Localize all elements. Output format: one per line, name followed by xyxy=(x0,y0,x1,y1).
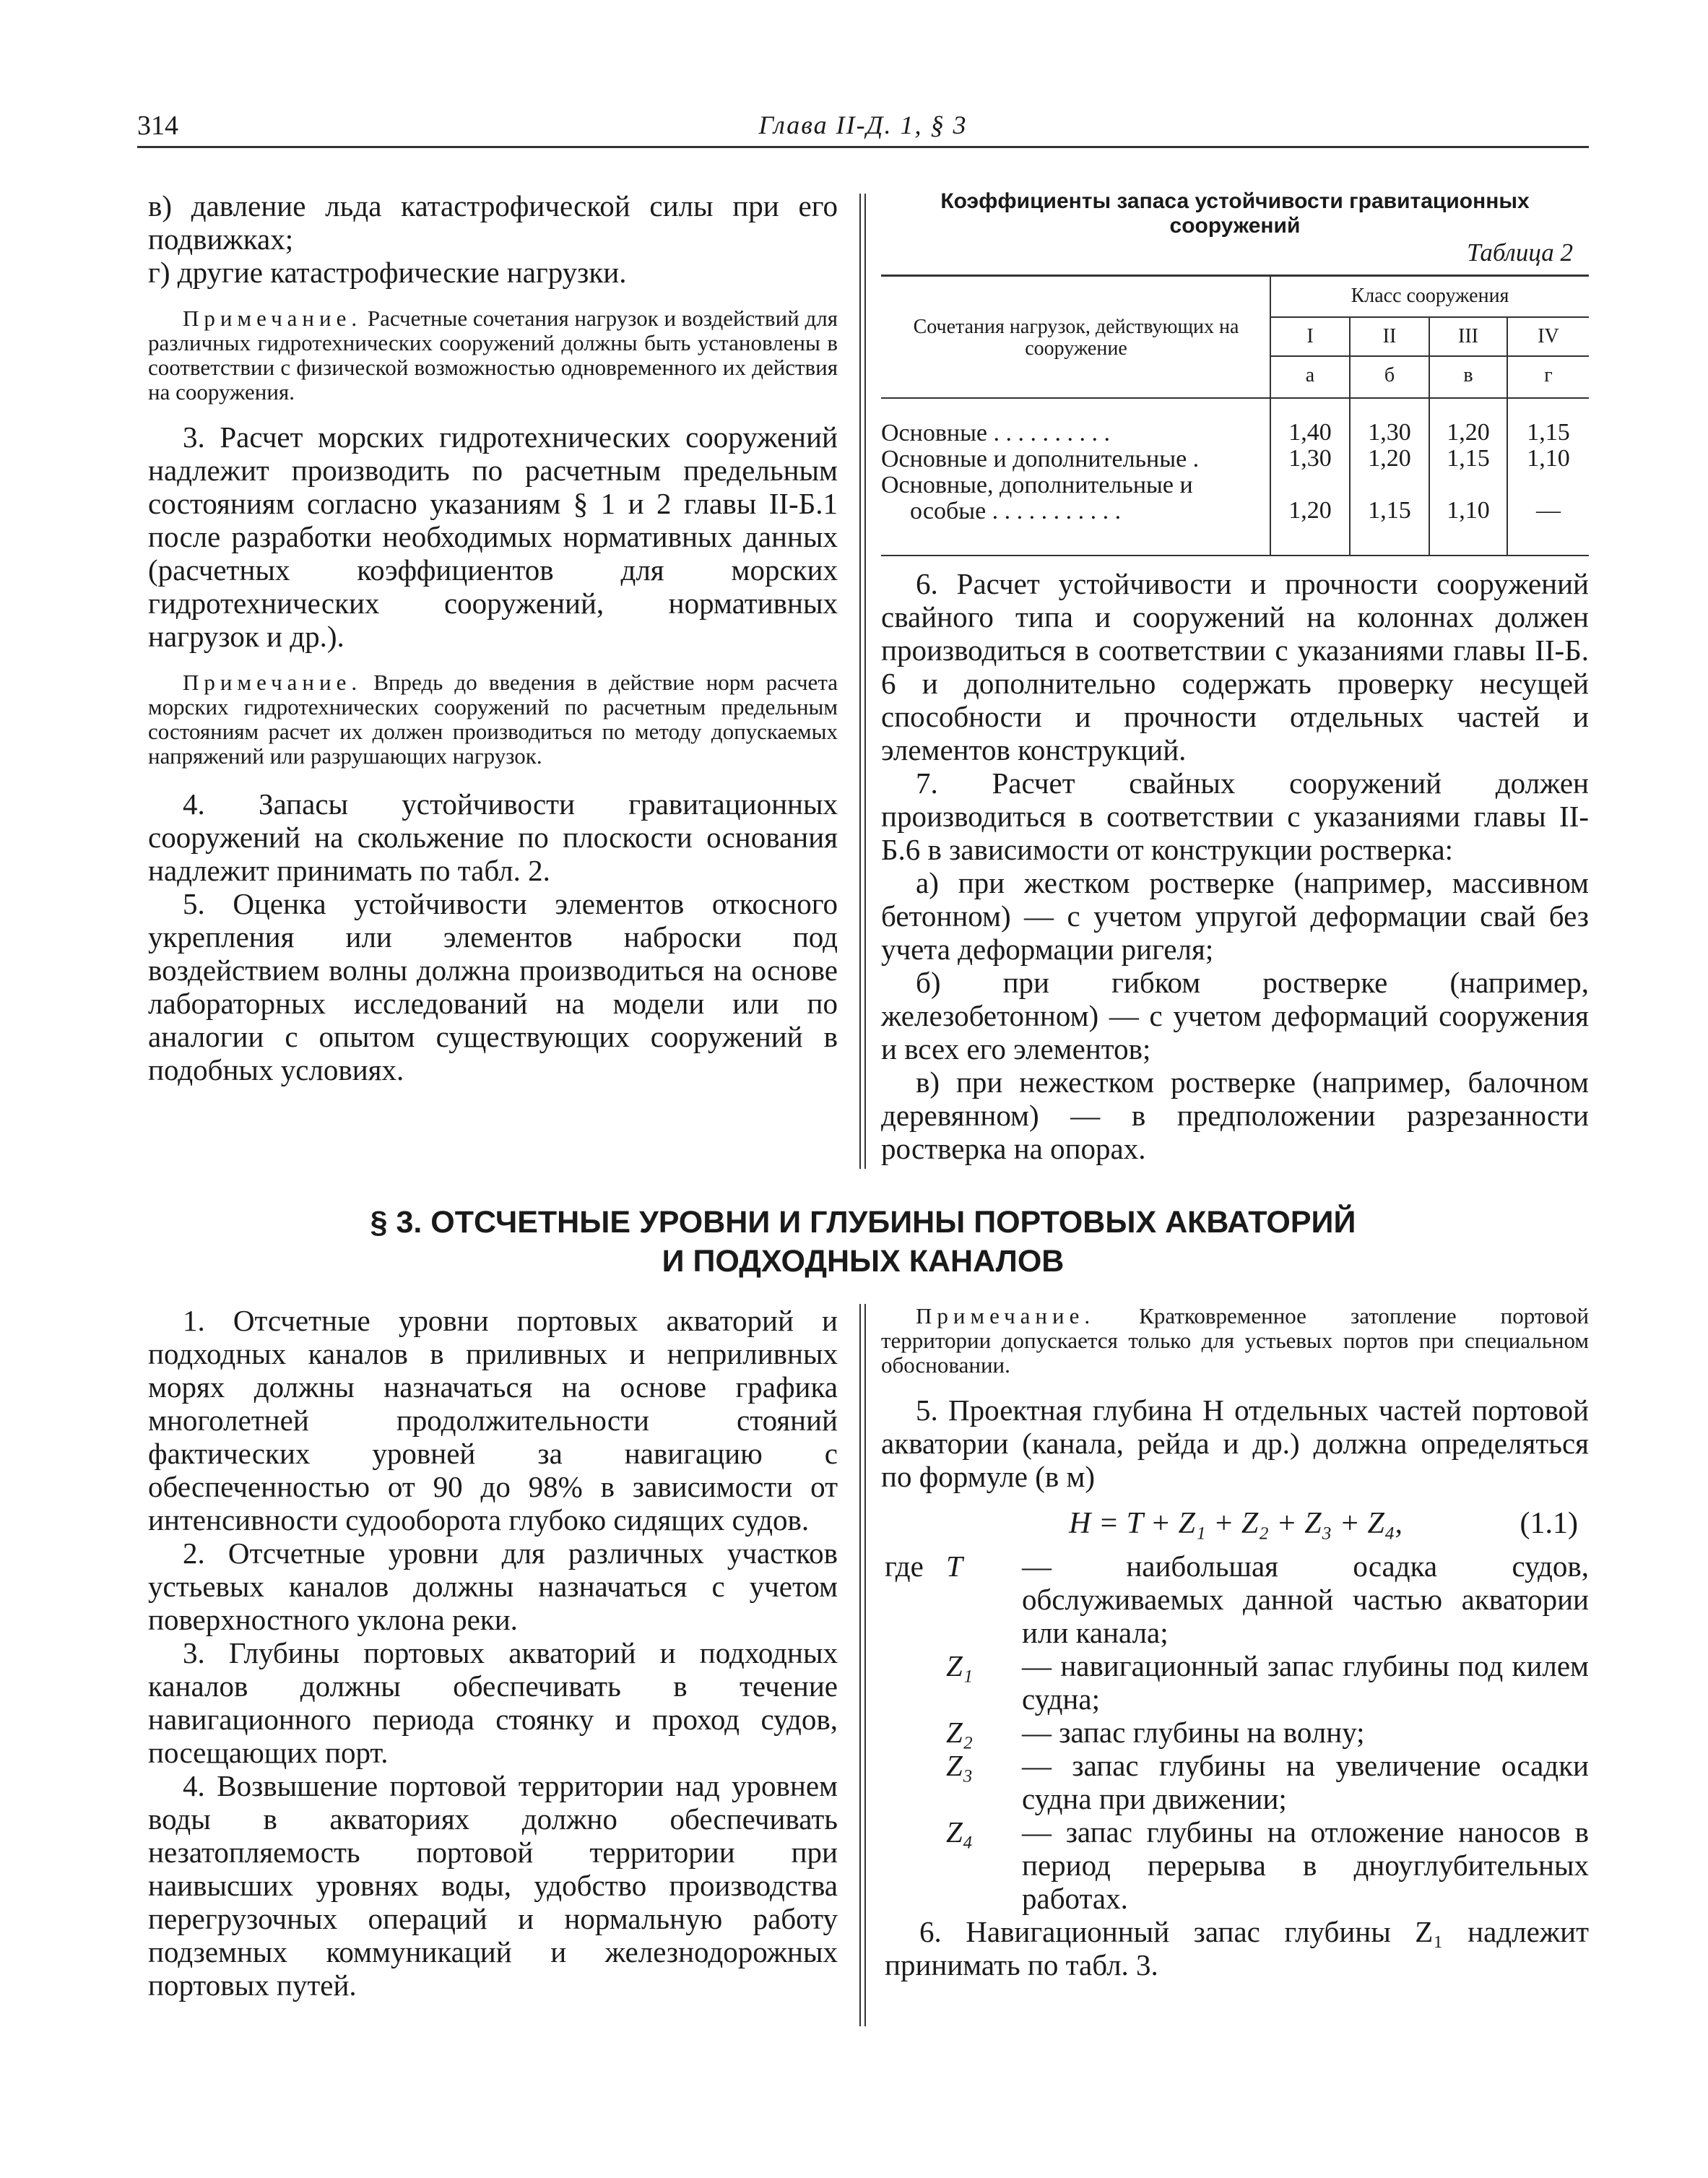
paragraph-7b: б) при гибком ростверке (например, железобетонном) — с учетом деформаций сооружения и всех его элементов; xyxy=(881,966,1589,1066)
formula-expression: H = T + Z₁ + Z₂ + Z₃ + Z₄, xyxy=(1069,1507,1403,1540)
section-heading-line-1: § 3. ОТСЧЕТНЫЕ УРОВНИ И ГЛУБИНЫ ПОРТОВЫХ АКВАТОРИЙ xyxy=(370,1205,1356,1240)
class-1: I xyxy=(1306,325,1314,347)
section-3-paragraph-6: 6. Навигационный запас глубины Z₁ надлежит принимать по табл. 3. xyxy=(885,1915,1589,1982)
note-2-label: Примечание. xyxy=(183,670,363,695)
note-2-text: Впредь до введения в действие норм расчета морских гидротехнических сооружений по расчетным предельным состояниям расчет их должен производиться по методу допускаемых напряжений или разрушающих нагрузок. xyxy=(148,670,838,769)
table-roman-rule xyxy=(1271,355,1589,357)
formula-definitions xyxy=(885,1550,1589,1982)
table-top-rule xyxy=(881,275,1589,277)
paragraph-7: 7. Расчет свайных сооружений должен производиться в соответствии с указаниями главы II-Б.6 в зависимости от конструкции ростверка: xyxy=(881,766,1589,866)
row-3-label: Основные, дополнительные и xyxy=(881,472,1193,498)
section-3-paragraph-4: 4. Возвышение портовой территории над уровнем воды в акваториях должно обеспечивать незатопляемость портовой территории при наивысших уровнях воды, удобство производства перегрузочных операций и нормальную работу подземных коммуникаций и железнодорожных портовых путей. xyxy=(148,1769,838,2002)
column-divider-bottom xyxy=(859,1304,861,2026)
note-1-text: Расчетные сочетания нагрузок и воздействий для различных гидротехнических сооружений должны быть установлены в соответствии с физической возможностью одновременного их действия на сооружения. xyxy=(148,306,838,405)
table-bottom-rule xyxy=(881,555,1589,556)
right-column-bottom xyxy=(881,1304,1589,1493)
definition-T xyxy=(885,1550,1589,1649)
page-header xyxy=(137,108,1589,148)
cell-r3-c3: 1,10 xyxy=(1447,497,1490,524)
paragraph-7c: в) при нежестком ростверке (например, балочном деревянном) — в предположении разрезанности ростверка на опорах. xyxy=(881,1066,1589,1165)
section-3-paragraph-5: 5. Проектная глубина H отдельных частей портовой акватории (канала, рейда и др.) должна определяться по формуле (в м) xyxy=(881,1393,1589,1493)
column-divider-top-2 xyxy=(864,194,866,1169)
section-3-paragraph-2: 2. Отсчетные уровни для различных участков устьевых каналов должны назначаться с учетом поверхностного уклона реки. xyxy=(148,1537,838,1636)
class-3: III xyxy=(1458,325,1478,347)
cell-r3-c4: — xyxy=(1536,497,1561,524)
definition-Z3-symbol: Z₃ xyxy=(946,1749,974,1782)
left-column-top xyxy=(148,189,838,1086)
section-heading-line-2: И ПОДХОДНЫХ КАНАЛОВ xyxy=(662,1244,1065,1279)
row-1-label: Основные . . . . . . . . . . xyxy=(881,420,1111,446)
table-class-header: Класс сооружения xyxy=(1351,285,1509,307)
definition-Z3-text: — запас глубины на увеличение осадки судна при движении; xyxy=(1022,1749,1589,1815)
running-title: Глава II-Д. 1, § 3 xyxy=(758,111,968,139)
row-2-label: Основные и дополнительные . xyxy=(881,446,1200,472)
paragraph-3: 3. Расчет морских гидротехнических сооружений надлежит производить по расчетным предельным состояниям согласно указаниям § 1 и 2 главы II-Б.1 после разработки необходимых нормативных данных (расчетных коэффициентов для морских гидротехнических сооружений, нормативных нагрузок и др.). xyxy=(148,420,838,653)
definition-Z4 xyxy=(885,1815,1589,1915)
cell-r2-c1: 1,30 xyxy=(1288,445,1332,472)
left-column-bottom xyxy=(148,1304,838,2002)
cell-r2-c3: 1,15 xyxy=(1447,445,1490,472)
cell-r2-c4: 1,10 xyxy=(1527,445,1570,472)
definition-T-text: — наибольшая осадка судов, обслуживаемых данной частью акватории или канала; xyxy=(1022,1550,1589,1649)
definition-T-symbol: T xyxy=(946,1550,963,1583)
where-word: где xyxy=(885,1550,924,1583)
paragraph-6: 6. Расчет устойчивости и прочности сооружений свайного типа и сооружений на колоннах должен производиться в соответствии с указаниями главы II-Б. 6 и дополнительно содержать проверку несущей способности и прочности отдельных частей и элементов конструкций. xyxy=(881,567,1589,766)
definition-Z1 xyxy=(885,1649,1589,1716)
letter-3: в xyxy=(1463,364,1473,386)
column-divider-bottom-2 xyxy=(864,1304,866,2026)
formula-number: (1.1) xyxy=(1520,1507,1578,1540)
definition-Z2-text: — запас глубины на волну; xyxy=(1022,1716,1365,1749)
definition-Z4-symbol: Z₄ xyxy=(946,1815,974,1849)
cell-r1-c1: 1,40 xyxy=(1288,419,1332,446)
right-column-top xyxy=(881,567,1589,1165)
paragraph-item-g: г) другие катастрофические нагрузки. xyxy=(148,256,627,289)
table-col-header: Сочетания нагрузок, действующих на сооружение xyxy=(913,316,1239,360)
paragraph-5: 5. Оценка устойчивости элементов откосного укрепления или элементов наброски под воздействием волны должна производиться на основе лабораторных исследований на модели или по аналогии с опытом существующих сооружений в подобных условиях. xyxy=(148,887,838,1086)
paragraph-4: 4. Запасы устойчивости гравитационных сооружений на скольжение по плоскости основания надлежит принимать по табл. 2. xyxy=(148,787,838,887)
note-3-label: Примечание. xyxy=(916,1303,1096,1328)
definition-Z2 xyxy=(885,1716,1589,1749)
cell-r3-c1: 1,20 xyxy=(1288,497,1332,524)
note-2 xyxy=(148,670,838,769)
letter-4: г xyxy=(1544,364,1553,386)
definition-Z2-symbol: Z₂ xyxy=(946,1716,974,1749)
table-2-title: Коэффициенты запаса устойчивости гравитационных сооружений xyxy=(940,189,1530,238)
definition-Z4-text: — запас глубины на отложение наносов в период перерыва в дноуглубительных работах. xyxy=(1022,1815,1589,1915)
note-1-label: Примечание. xyxy=(183,306,363,331)
letter-2: б xyxy=(1384,364,1395,386)
page-number: 314 xyxy=(137,111,178,141)
paragraph-7a: а) при жестком ростверке (например, массивном бетонном) — с учетом упругой деформации свай без учета деформации ригеля; xyxy=(881,866,1589,966)
table-header-rule xyxy=(881,397,1589,399)
table-2-label: Таблица 2 xyxy=(1467,238,1573,267)
definition-Z1-symbol: Z₁ xyxy=(946,1649,974,1682)
row-3-label-cont: особые . . . . . . . . . . . xyxy=(910,498,1122,524)
cell-r1-c3: 1,20 xyxy=(1447,419,1490,446)
cell-r1-c4: 1,15 xyxy=(1527,419,1570,446)
table-class-rule xyxy=(1271,316,1589,318)
definition-Z1-text: — навигационный запас глубины под килем судна; xyxy=(1022,1649,1589,1716)
definition-Z3 xyxy=(885,1749,1589,1815)
section-3-paragraph-3: 3. Глубины портовых акваторий и подходных каналов должны обеспечивать в течение навигационного периода стоянку и проход судов, посещающих порт. xyxy=(148,1636,838,1769)
cell-r1-c2: 1,30 xyxy=(1368,419,1411,446)
column-divider-top xyxy=(859,194,861,1169)
paragraph-item-v: в) давление льда катастрофической силы при его подвижках; xyxy=(148,189,838,256)
note-3 xyxy=(881,1304,1589,1378)
table-2 xyxy=(881,275,1589,556)
class-4: IV xyxy=(1538,325,1559,347)
note-3-text: Кратковременное затопление портовой территории допускается только для устьевых портов при специальном обосновании. xyxy=(881,1303,1589,1378)
note-1 xyxy=(148,306,838,405)
cell-r2-c2: 1,20 xyxy=(1368,445,1411,472)
section-3-paragraph-1: 1. Отсчетные уровни портовых акваторий и подходных каналов в приливных и неприливных морях должны назначаться на основе графика многолетней продолжительности стояний фактических уровней за навигацию с обеспеченностью от 90 до 98% в зависимости от интенсивности судооборота глубоко сидящих судов. xyxy=(148,1304,838,1537)
class-2: II xyxy=(1382,325,1397,347)
cell-r3-c2: 1,15 xyxy=(1368,497,1411,524)
letter-1: а xyxy=(1305,364,1315,386)
